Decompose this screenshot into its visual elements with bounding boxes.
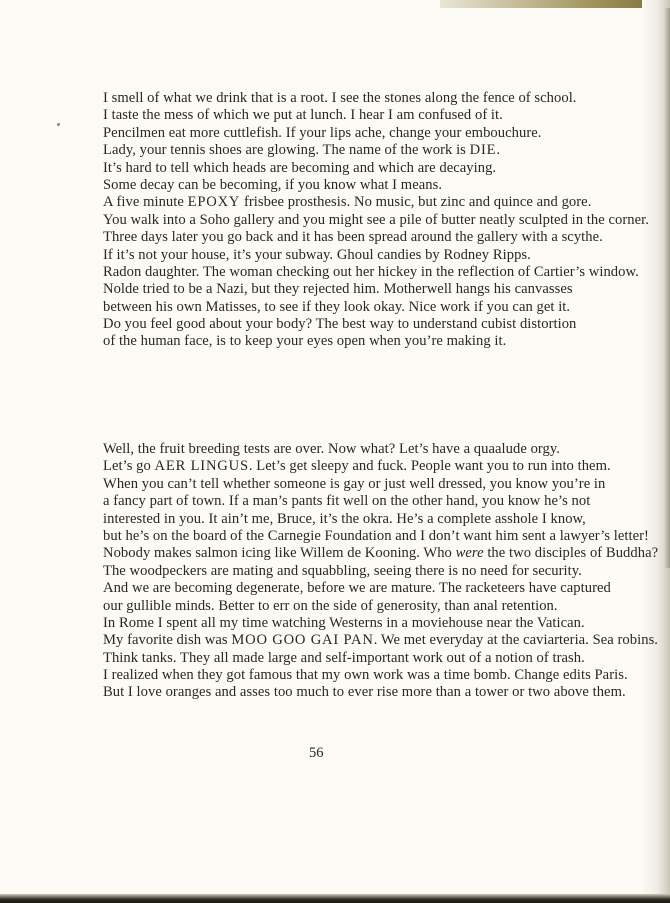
page-bottom-edge (0, 894, 670, 903)
poem-line (103, 632, 658, 649)
line-text-tail: frisbee prosthesis. No music, but zinc and quince and gore. (240, 194, 592, 211)
poem-line (103, 90, 649, 107)
poem-line (103, 528, 658, 545)
poem-line (103, 563, 658, 580)
poem-line (103, 476, 658, 493)
poem-line (103, 316, 649, 333)
poem-line (103, 598, 658, 615)
poem-line (103, 299, 649, 316)
line-text: interested in you. It ain’t me, Bruce, it’s the okra. He’s a complete asshole I know, (103, 510, 586, 527)
page-number: 56 (309, 745, 324, 761)
small-caps-word: MOO GOO GAI PAN (231, 632, 374, 649)
line-text: but he’s on the board of the Carnegie Foundation and I don’t want him sent a lawyer’s letter! (103, 527, 649, 544)
paper-speck (57, 123, 60, 126)
line-text-tail: . We met everyday at the caviarteria. Sea robins. (373, 632, 658, 649)
poem-line (103, 107, 649, 124)
line-text: And we are becoming degenerate, before we are mature. The racketeers have captured (103, 580, 611, 597)
poem-line (103, 615, 658, 632)
poem-line (103, 142, 649, 159)
small-caps-word: EPOXY (187, 194, 241, 211)
small-caps-word: DIE (469, 142, 497, 159)
poem-line (103, 247, 649, 264)
line-text: Radon daughter. The woman checking out her hickey in the reflection of Cartier’s window. (103, 263, 639, 280)
poem-line (103, 684, 658, 701)
line-text: When you can’t tell whether someone is gay or just well dressed, you know you’re in (103, 475, 606, 492)
poem-line (103, 667, 658, 684)
line-text: I smell of what we drink that is a root. I see the stones along the fence of school. (103, 90, 577, 106)
small-caps-word: AER LINGUS (154, 458, 249, 475)
line-text: between his own Matisses, to see if they look okay. Nice work if you can get it. (103, 298, 571, 315)
line-text: Do you feel good about your body? The best way to understand cubist distortion (103, 316, 577, 333)
line-text-tail: . Let’s get sleepy and fuck. People want you to run into them. (248, 458, 611, 475)
line-text: our gullible minds. Better to err on the side of generosity, than anal retention. (103, 597, 558, 614)
poem-line (103, 545, 658, 562)
line-text-tail: . (496, 142, 501, 159)
line-text: In Rome I spent all my time watching Westerns in a moviehouse near the Vatican. (103, 614, 585, 631)
poem-line (103, 125, 649, 142)
poem-line (103, 264, 649, 281)
poem-line (103, 441, 658, 458)
poem-line (103, 493, 658, 510)
line-text: I taste the mess of which we put at lunch. I hear I am confused of it. (103, 107, 503, 124)
poem-line (103, 177, 649, 194)
line-text: It’s hard to tell which heads are becoming and which are decaying. (103, 159, 497, 176)
poem-line (103, 458, 658, 475)
poem-line (103, 212, 649, 229)
line-text: Well, the fruit breeding tests are over. Now what? Let’s have a quaalude orgy. (103, 441, 561, 457)
line-text-tail: the two disciples of Buddha? (483, 545, 659, 562)
line-text: You walk into a Soho gallery and you might see a pile of butter neatly sculpted in the corner. (103, 211, 649, 228)
poem-line (103, 194, 649, 211)
line-text: My favorite dish was (103, 632, 232, 649)
page-gutter-shadow (664, 8, 670, 568)
line-text: The woodpeckers are mating and squabbling, seeing there is no need for security. (103, 562, 582, 579)
line-text: Three days later you go back and it has been spread around the gallery with a scythe. (103, 229, 603, 246)
poem-line (103, 650, 658, 667)
italic-word: were (455, 545, 484, 562)
line-text: Nolde tried to be a Nazi, but they rejected him. Motherwell hangs his canvasses (103, 281, 573, 298)
page-top-edge (440, 0, 670, 8)
stanza-2 (103, 441, 658, 702)
stanza-1 (103, 90, 649, 351)
line-text: Think tanks. They all made large and self-important work out of a notion of trash. (103, 649, 585, 666)
poem-line (103, 580, 658, 597)
poem-line (103, 281, 649, 298)
line-text: But I love oranges and asses too much to ever rise more than a tower or two above them. (103, 684, 626, 701)
line-text: A five minute (103, 194, 188, 211)
line-text: If it’s not your house, it’s your subway. Ghoul candies by Rodney Ripps. (103, 246, 531, 263)
line-text: Let’s go (103, 458, 155, 475)
line-text: Pencilmen eat more cuttlefish. If your lips ache, change your embouchure. (103, 124, 542, 141)
poem-line (103, 160, 649, 177)
line-text: I realized when they got famous that my own work was a time bomb. Change edits Paris. (103, 667, 628, 684)
poem-line (103, 511, 658, 528)
line-text: Lady, your tennis shoes are glowing. The name of the work is (103, 142, 470, 159)
line-text: of the human face, is to keep your eyes open when you’re making it. (103, 333, 507, 350)
poem-line (103, 333, 649, 350)
line-text: Some decay can be becoming, if you know what I means. (103, 176, 443, 193)
line-text: Nobody makes salmon icing like Willem de Kooning. Who (103, 545, 456, 562)
line-text: a fancy part of town. If a man’s pants fit well on the other hand, you know he’s not (103, 493, 591, 510)
poem-line (103, 229, 649, 246)
